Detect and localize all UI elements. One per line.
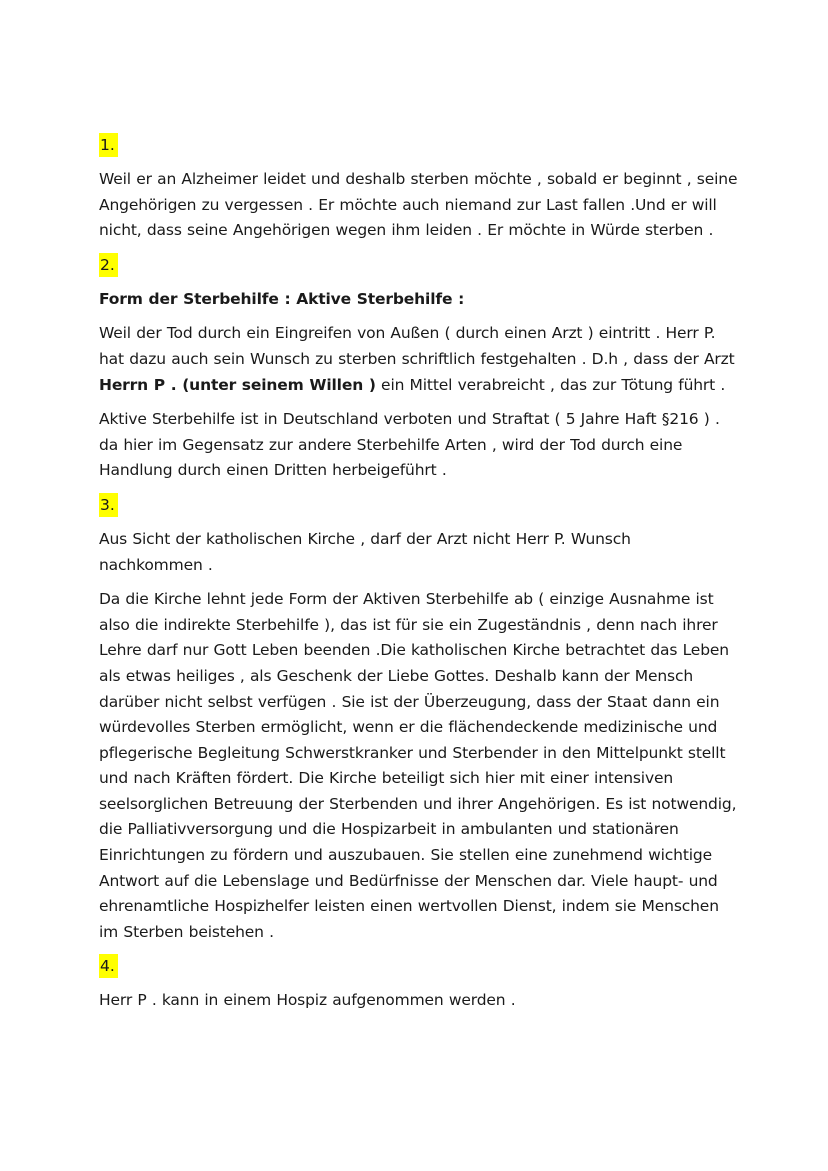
section-4 xyxy=(99,954,739,980)
section-number: 1. xyxy=(99,133,118,157)
section-heading: Form der Sterbehilfe : Aktive Sterbehilfe : xyxy=(99,289,465,308)
answer-paragraph: Da die Kirche lehnt jede Form der Aktiven Sterbehilfe ab ( einzige Ausnahme ist also die indirekte Sterbehilfe ), das ist für sie ein Zugeständnis , denn nach ihrer Lehre darf nur Gott Leben beenden .Die katholischen Kirche betrachtet das Leben als etwas heiliges , als Geschenk der Liebe Gottes. Deshalb kann der Mensch darüber nicht selbst verfügen . Sie ist der Überzeugung, dass der Staat dann ein würdevolles Sterben ermöglicht, wenn er die flächendeckende medizinische und pflegerische Begleitung Schwerstkranker und Sterbender in den Mittelpunkt stellt und nach Kräften fördert. Die Kirche beteiligt sich hier mit einer intensiven seelsorglichen Betreuung der Sterbenden und ihrer Angehörigen. Es ist notwendig, die Palliativversorgung und die Hospizarbeit in ambulanten und stationären Einrichtungen zu fördern und auszubauen. Sie stellen eine zunehmend wichtige Antwort auf die Lebenslage und Bedürfnisse der Menschen dar. Viele haupt- und ehrenamtliche Hospizhelfer leisten einen wertvollen Dienst, indem sie Menschen im Sterben beistehen . xyxy=(99,590,737,941)
paragraph-text: Weil der Tod durch ein Eingreifen von Außen ( durch einen Arzt ) eintritt . Herr P. hat dazu auch sein Wunsch zu sterben schriftlich festgehalten . D.h , dass der Arzt xyxy=(99,324,735,368)
section-number: 3. xyxy=(99,493,118,517)
section-3 xyxy=(99,493,739,519)
section-1 xyxy=(99,133,739,159)
section-number: 4. xyxy=(99,954,118,978)
paragraph-text: ein Mittel verabreicht , das zur Tötung führt . xyxy=(375,375,726,394)
answer-paragraph: Aktive Sterbehilfe ist in Deutschland verboten und Straftat ( 5 Jahre Haft §216 ) . da hier im Gegensatz zur andere Sterbehilfe Arten , wird der Tod durch eine Handlung durch einen Dritten herbeigeführt . xyxy=(99,410,720,480)
answer-paragraph xyxy=(99,321,739,398)
answer-paragraph: Herr P . kann in einem Hospiz aufgenommen werden . xyxy=(99,991,516,1010)
document-page xyxy=(99,133,739,1023)
emphasized-text: Herrn P . (unter seinem Willen ) xyxy=(99,375,376,394)
section-number: 2. xyxy=(99,253,118,277)
answer-paragraph: Aus Sicht der katholischen Kirche , darf der Arzt nicht Herr P. Wunsch nachkommen . xyxy=(99,529,631,574)
section-2 xyxy=(99,253,739,279)
answer-paragraph: Weil er an Alzheimer leidet und deshalb sterben möchte , sobald er beginnt , seine Angehörigen zu vergessen . Er möchte auch niemand zur Last fallen .Und er will nicht, dass seine Angehörigen wegen ihm leiden . Er möchte in Würde sterben . xyxy=(99,170,738,240)
